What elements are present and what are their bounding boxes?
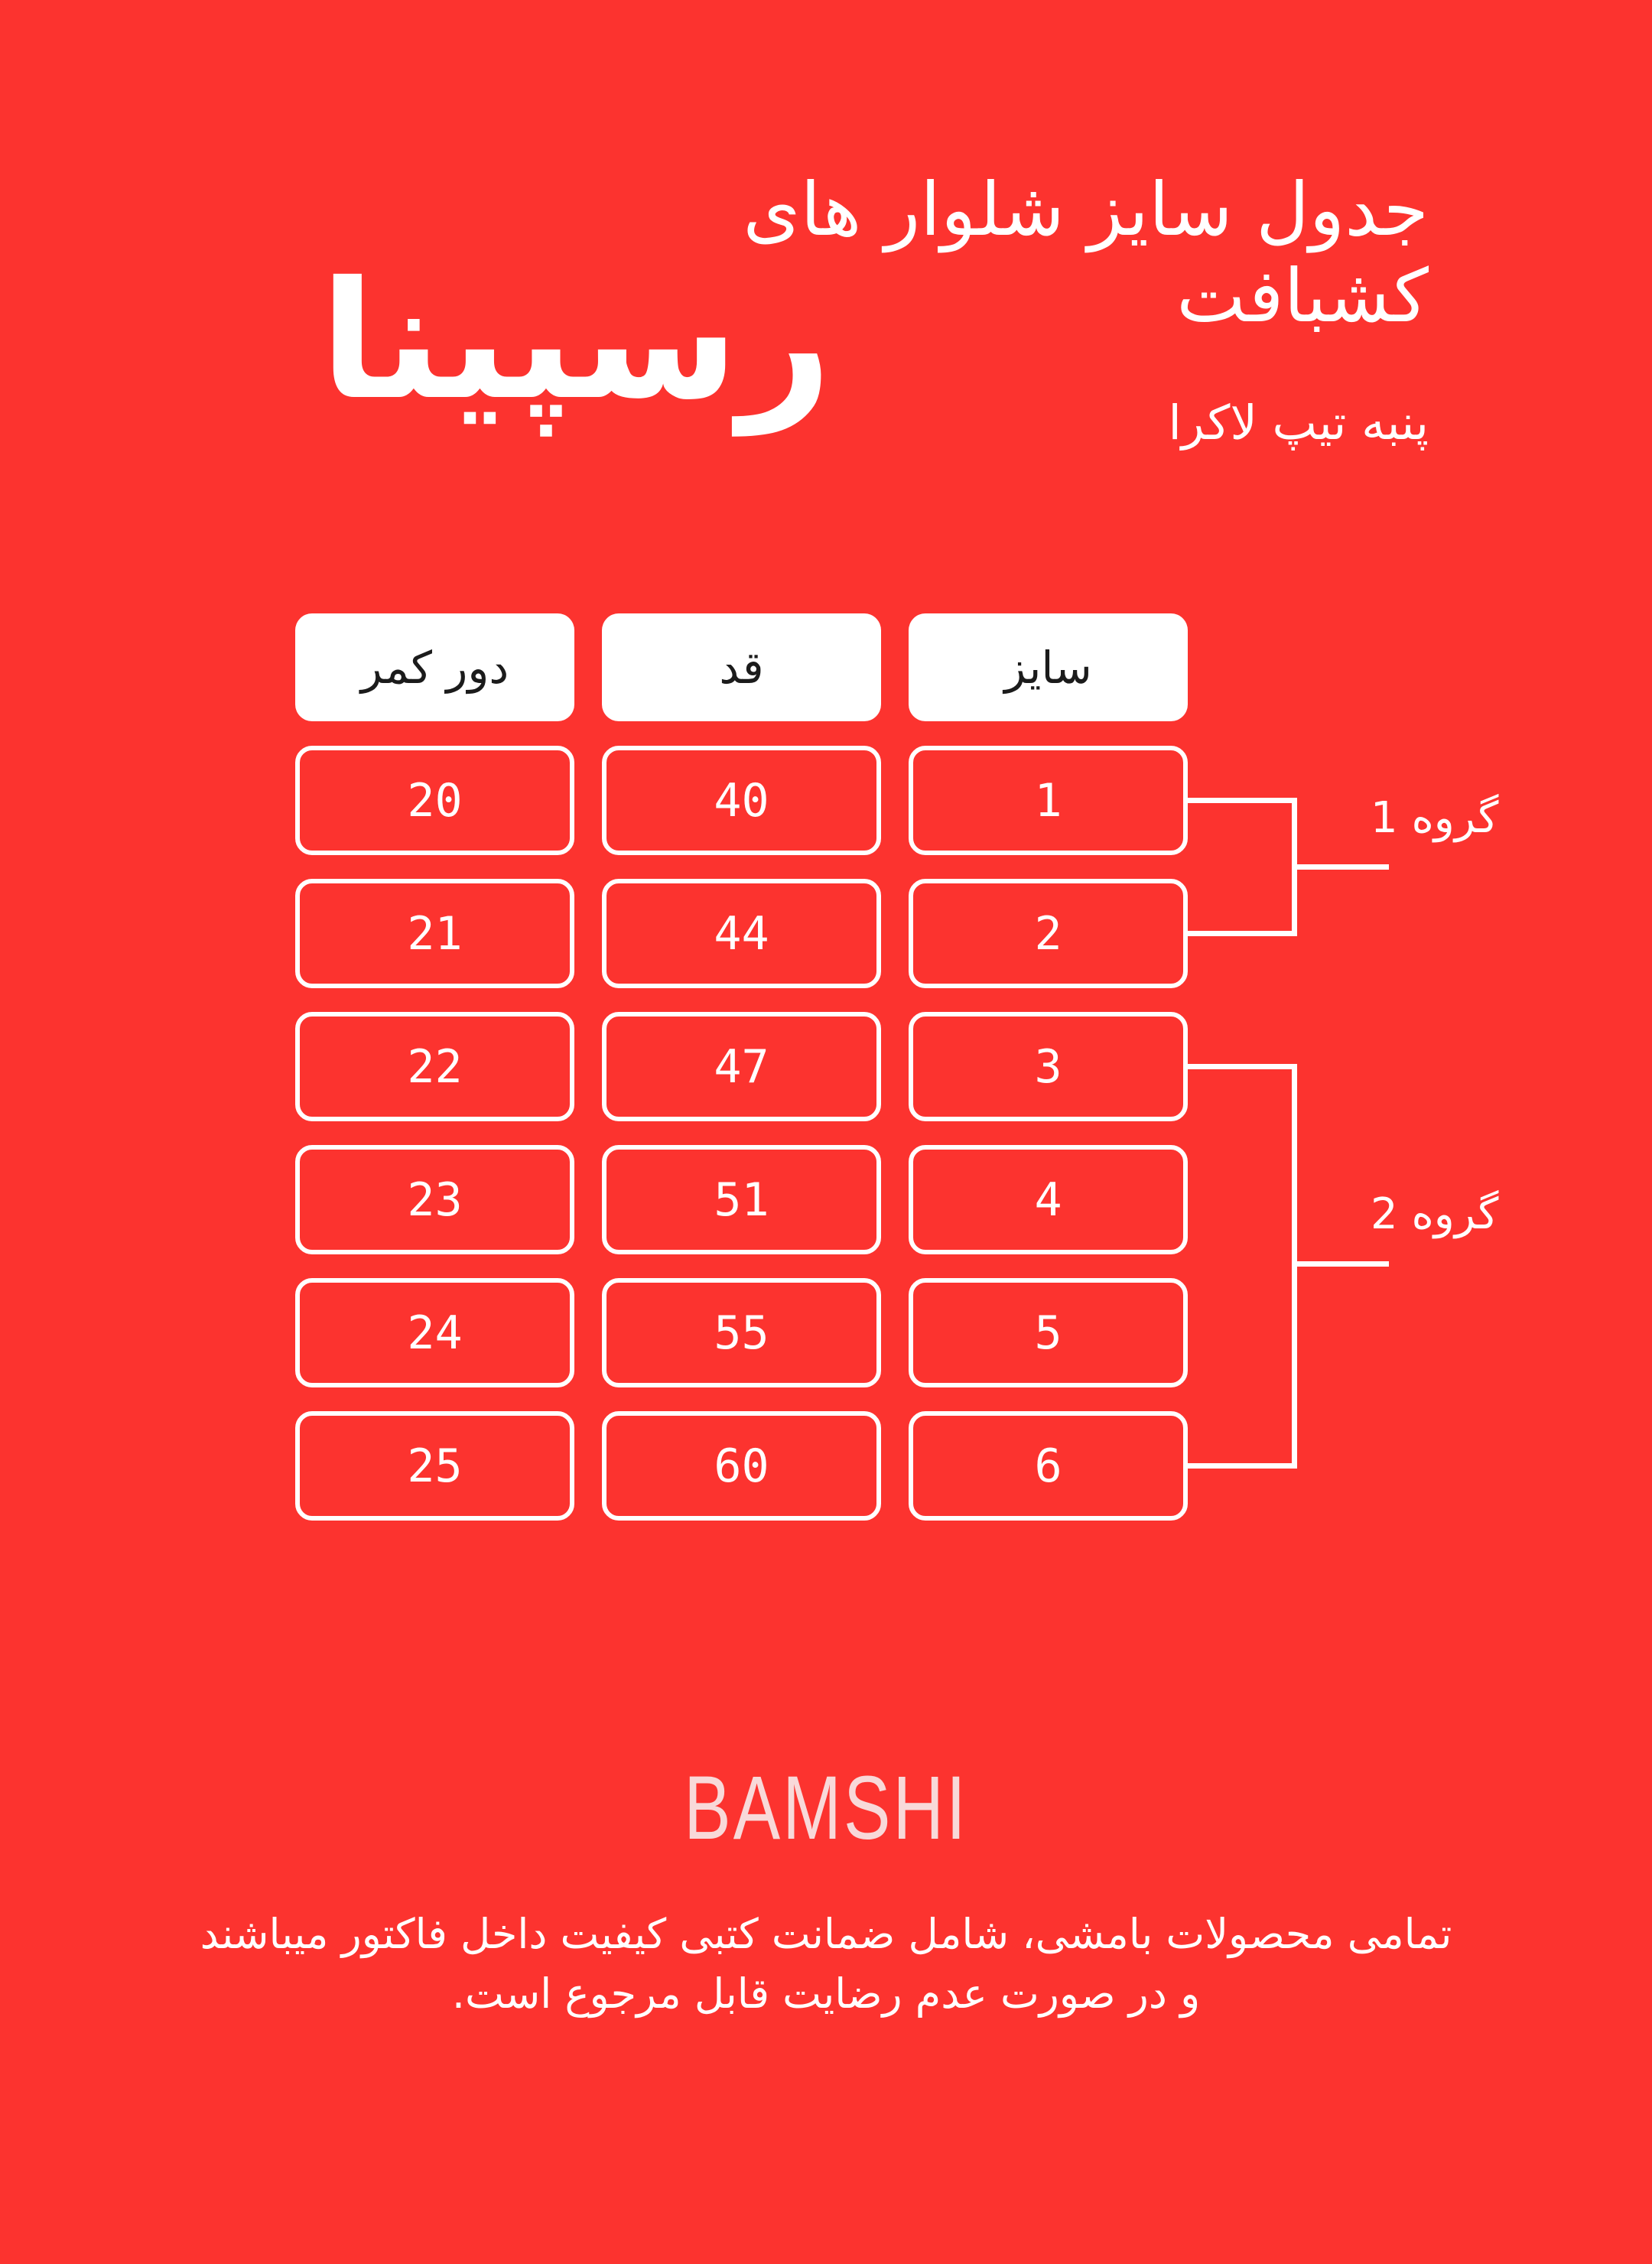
cell-length-row6: 60 [602, 1411, 881, 1521]
cell-length-row4: 51 [602, 1145, 881, 1254]
group-1-bracket-tick [1297, 864, 1389, 870]
cell-size-row5: 5 [909, 1278, 1188, 1387]
respina-brand-logo: رسپینا [320, 246, 832, 435]
cell-waist-row1: 20 [295, 746, 574, 855]
header-cell-length: قد [602, 613, 881, 721]
group-1-label: گروه 1 [1371, 793, 1499, 843]
group-1-bracket-bottom-line [1188, 931, 1297, 936]
cell-length-row1: 40 [602, 746, 881, 855]
warranty-note-line-2: و در صورت عدم رضایت قابل مرجوع است. [451, 1970, 1201, 2018]
cell-waist-row4: 23 [295, 1145, 574, 1254]
group-2-bracket-bottom-line [1188, 1463, 1297, 1469]
page-title-line-1: جدول سایز شلوار های [743, 167, 1429, 252]
group-1-bracket-vertical [1292, 798, 1297, 936]
group-2-label: گروه 2 [1371, 1189, 1499, 1239]
bamshi-brand-wordmark: BAMSHI [684, 1758, 968, 1859]
cell-length-row5: 55 [602, 1278, 881, 1387]
cell-size-row2: 2 [909, 879, 1188, 988]
group-2-bracket-vertical [1292, 1064, 1297, 1469]
cell-waist-row6: 25 [295, 1411, 574, 1521]
header-cell-waist: دور کمر [295, 613, 574, 721]
page-title-line-2: کشبافت [1176, 253, 1429, 339]
cell-length-row2: 44 [602, 879, 881, 988]
cell-size-row1: 1 [909, 746, 1188, 855]
cell-length-row3: 47 [602, 1012, 881, 1121]
group-1-bracket-top-line [1188, 798, 1297, 803]
cell-waist-row2: 21 [295, 879, 574, 988]
page-title [743, 167, 1429, 340]
group-2-bracket-top-line [1188, 1064, 1297, 1069]
cell-waist-row5: 24 [295, 1278, 574, 1387]
page-subtitle: پنبه تیپ لاکرا [1168, 395, 1429, 451]
cell-size-row6: 6 [909, 1411, 1188, 1521]
warranty-note-line-1: تمامی محصولات بامشی، شامل ضمانت کتبی کیفیت داخل فاکتور میباشند [200, 1910, 1452, 1958]
warranty-note [0, 1905, 1652, 2024]
group-2-bracket-tick [1297, 1261, 1389, 1267]
header-cell-size: سایز [909, 613, 1188, 721]
cell-size-row4: 4 [909, 1145, 1188, 1254]
cell-waist-row3: 22 [295, 1012, 574, 1121]
cell-size-row3: 3 [909, 1012, 1188, 1121]
